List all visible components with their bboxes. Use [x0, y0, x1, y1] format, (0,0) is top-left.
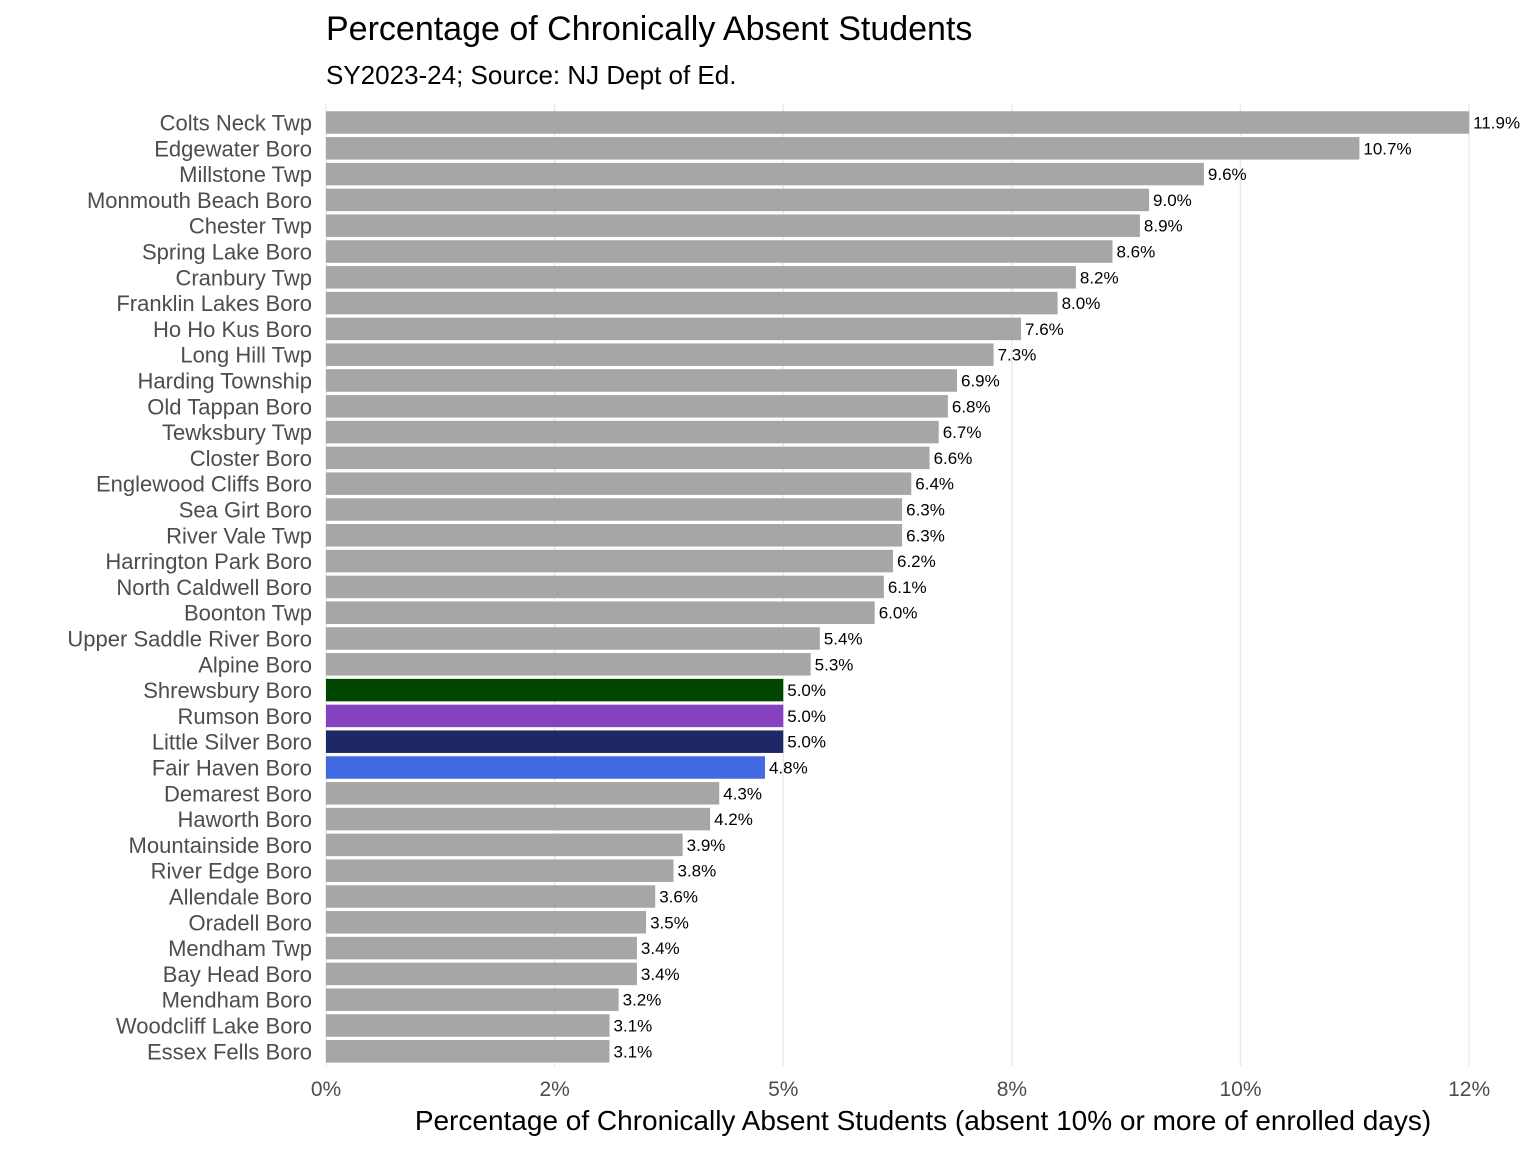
category-label: Little Silver Boro	[151, 729, 312, 755]
bar	[326, 369, 957, 392]
data-label: 5.0%	[787, 706, 826, 726]
bar	[326, 963, 637, 986]
bar	[326, 937, 637, 960]
data-label: 5.0%	[787, 681, 826, 701]
bar	[326, 653, 811, 676]
data-label: 10.7%	[1363, 139, 1412, 159]
data-label: 9.0%	[1153, 190, 1192, 210]
category-label: Monmouth Beach Boro	[86, 187, 312, 213]
category-label: Demarest Boro	[164, 781, 312, 807]
bar	[326, 163, 1204, 186]
category-label: Millstone Twp	[179, 162, 312, 188]
category-label: River Edge Boro	[150, 858, 312, 884]
bar	[326, 214, 1140, 237]
data-label: 3.1%	[613, 1042, 653, 1062]
category-label: Tewksbury Twp	[162, 420, 312, 446]
category-label: Englewood Cliffs Boro	[95, 471, 312, 497]
category-label: Mendham Boro	[161, 987, 312, 1013]
data-label: 6.4%	[915, 474, 955, 494]
category-label: Shrewsbury Boro	[143, 678, 312, 704]
bar	[326, 189, 1149, 212]
data-label: 7.6%	[1025, 319, 1064, 339]
data-label: 6.8%	[951, 397, 991, 417]
category-label: Fair Haven Boro	[151, 755, 312, 781]
data-label: 3.4%	[640, 939, 680, 959]
data-label: 11.9%	[1473, 113, 1521, 133]
category-label: Ho Ho Kus Boro	[153, 316, 312, 342]
bar	[326, 421, 939, 444]
category-label: Woodcliff Lake Boro	[115, 1013, 312, 1039]
data-label: 3.9%	[686, 835, 726, 855]
data-label: 6.0%	[878, 603, 918, 623]
data-label: 3.6%	[659, 887, 698, 907]
category-label: Oradell Boro	[188, 910, 312, 936]
data-label: 5.0%	[787, 732, 826, 752]
category-label: Haworth Boro	[177, 807, 312, 833]
category-label: Essex Fells Boro	[146, 1039, 312, 1065]
data-label: 8.2%	[1079, 268, 1119, 288]
category-label: River Vale Twp	[166, 523, 312, 549]
data-label: 4.8%	[768, 758, 808, 778]
data-label: 6.2%	[896, 552, 936, 572]
category-label: Upper Saddle River Boro	[67, 626, 312, 652]
x-axis-title: Percentage of Chronically Absent Students (absent 10% or more of enrolled days)	[414, 1105, 1432, 1136]
x-tick-label: 10%	[1219, 1078, 1262, 1101]
bar	[326, 266, 1076, 289]
bar	[326, 447, 930, 470]
category-label: Franklin Lakes Boro	[116, 291, 312, 317]
bar	[326, 395, 948, 418]
bar	[326, 111, 1469, 134]
category-label: Closter Boro	[189, 445, 312, 471]
data-label: 3.4%	[640, 964, 680, 984]
data-label: 4.3%	[723, 784, 762, 804]
category-label: North Caldwell Boro	[116, 574, 312, 600]
category-label: Alpine Boro	[198, 652, 312, 678]
category-label: Bay Head Boro	[162, 961, 312, 987]
bar	[326, 601, 875, 624]
data-label: 7.3%	[997, 345, 1037, 365]
data-label: 8.9%	[1143, 216, 1183, 236]
x-tick-label: 5%	[768, 1078, 799, 1101]
bar	[326, 292, 1058, 315]
data-label: 5.4%	[823, 629, 863, 649]
bar	[326, 627, 820, 650]
category-label: Boonton Twp	[183, 600, 312, 626]
bar	[326, 343, 994, 366]
bar	[326, 885, 655, 908]
category-label: Long Hill Twp	[180, 342, 312, 368]
data-label: 6.7%	[942, 423, 982, 443]
data-label: 3.2%	[622, 990, 662, 1010]
bar	[326, 911, 646, 934]
bar	[326, 705, 783, 728]
category-label: Colts Neck Twp	[159, 110, 312, 136]
bar	[326, 988, 619, 1011]
bar	[326, 498, 902, 521]
bar	[326, 834, 683, 857]
category-label: Allendale Boro	[168, 884, 312, 910]
x-tick-label: 8%	[996, 1078, 1028, 1101]
chart-title: Percentage of Chronically Absent Students	[326, 10, 973, 48]
bar	[326, 318, 1021, 341]
bar	[326, 524, 902, 547]
data-label: 8.0%	[1061, 294, 1101, 314]
category-label: Edgewater Boro	[154, 136, 312, 162]
bar	[326, 1014, 609, 1037]
bar	[326, 472, 911, 495]
data-label: 3.5%	[650, 913, 689, 933]
x-tick-label: 2%	[539, 1078, 570, 1101]
data-label: 9.6%	[1207, 165, 1247, 185]
category-label: Mendham Twp	[168, 936, 312, 962]
bar	[326, 576, 884, 599]
data-label: 5.3%	[814, 655, 854, 675]
bar	[326, 859, 674, 882]
category-label: Mountainside Boro	[128, 832, 312, 858]
x-tick-labels	[311, 1078, 1490, 1101]
bar	[326, 756, 765, 779]
x-tick-label: 12%	[1448, 1078, 1491, 1101]
category-label: Harding Township	[137, 368, 312, 394]
bar	[326, 137, 1359, 160]
bar	[326, 1040, 609, 1063]
data-label: 6.6%	[933, 448, 973, 468]
data-label: 6.9%	[961, 371, 1000, 391]
chart-subtitle: SY2023-24; Source: NJ Dept of Ed.	[326, 60, 737, 90]
data-label: 8.6%	[1116, 242, 1156, 262]
data-label: 6.3%	[906, 500, 945, 520]
bar	[326, 240, 1112, 263]
category-label: Harrington Park Boro	[105, 549, 312, 575]
data-label: 6.3%	[906, 526, 945, 546]
category-label: Old Tappan Boro	[147, 394, 312, 420]
bar	[326, 550, 893, 573]
category-labels	[67, 111, 312, 1065]
bar	[326, 730, 783, 753]
category-label: Cranbury Twp	[175, 265, 312, 291]
category-label: Chester Twp	[188, 213, 312, 239]
bar	[326, 679, 783, 702]
category-label: Spring Lake Boro	[142, 239, 312, 265]
bar	[326, 808, 710, 831]
category-label: Sea Girt Boro	[178, 497, 312, 523]
data-label: 3.1%	[613, 1016, 653, 1036]
data-label: 3.8%	[677, 861, 717, 881]
data-label: 6.1%	[887, 577, 927, 597]
x-tick-label: 0%	[310, 1078, 342, 1101]
data-label: 4.2%	[714, 810, 753, 830]
bar	[326, 782, 719, 805]
category-label: Rumson Boro	[177, 703, 312, 729]
